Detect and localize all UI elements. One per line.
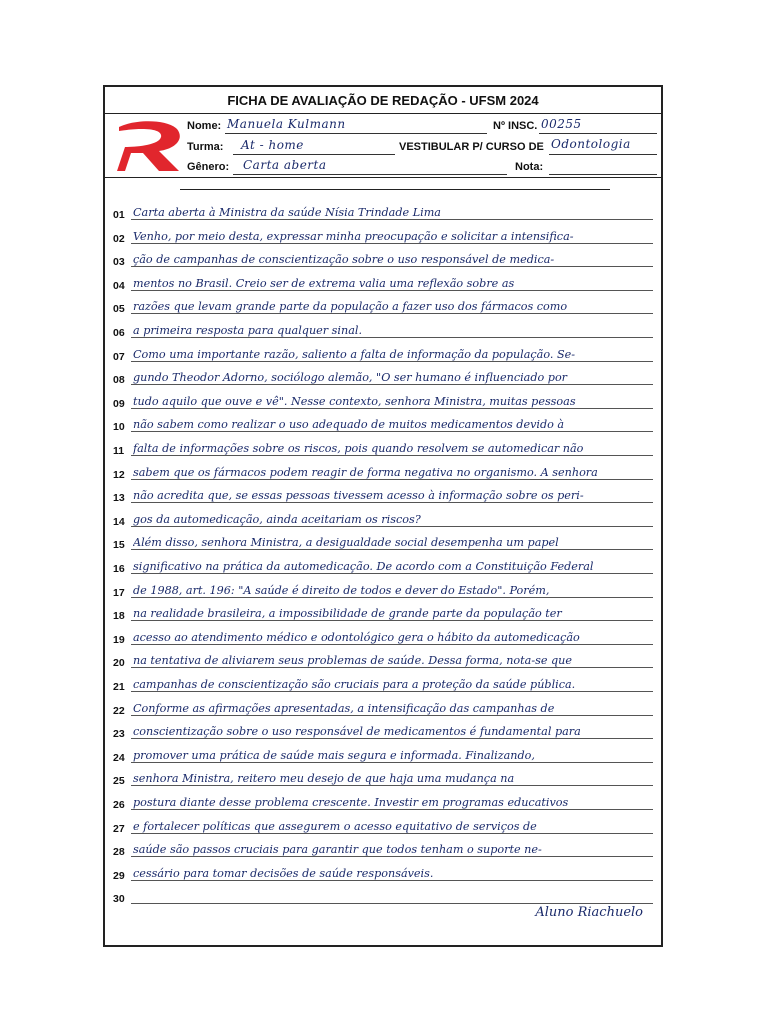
essay-sheet: [103, 85, 663, 947]
essay-line: [105, 244, 661, 270]
essay-line: [105, 362, 661, 388]
essay-line: [105, 858, 661, 884]
turma-underline: [233, 154, 395, 155]
line-text: mentos no Brasil. Creio ser de extrema valia uma reflexão sobre as: [133, 276, 515, 290]
line-number: 22: [113, 704, 125, 717]
line-text: não acredita que, se essas pessoas tivessem acesso à informação sobre os peri-: [133, 489, 584, 503]
essay-line: [105, 291, 661, 317]
line-number: 29: [113, 869, 125, 882]
line-text: Como uma importante razão, saliento a falta de informação da população. Se-: [133, 347, 576, 361]
line-number: 02: [113, 232, 125, 245]
curso-value: Odontologia: [551, 137, 631, 151]
line-number: 25: [113, 775, 125, 788]
nota-underline: [549, 174, 657, 175]
essay-line: [105, 740, 661, 766]
name-underline: [225, 133, 487, 134]
line-text: e fortalecer políticas que assegurem o acesso equitativo de serviços de: [133, 819, 537, 833]
essay-line: [105, 575, 661, 601]
name-label: Nome:: [187, 120, 222, 132]
line-number: 28: [113, 846, 125, 859]
turma-label: Turma:: [187, 141, 224, 153]
essay-line: [105, 480, 661, 506]
line-number: 16: [113, 563, 125, 575]
line-text: Venho, por meio desta, expressar minha preocupação e solicitar a intensifica-: [133, 229, 574, 243]
line-text: tudo aquilo que ouve e vê". Nesse contexto, senhora Ministra, muitas pessoas: [133, 394, 576, 408]
line-text: acesso ao atendimento médico e odontológico gera o hábito da automedicação: [133, 630, 580, 644]
line-text: de 1988, art. 196: "A saúde é direito de todos e dever do Estado". Porém,: [133, 583, 550, 597]
line-number: 09: [113, 397, 125, 410]
line-number: 20: [113, 657, 125, 670]
essay-line: [105, 268, 661, 294]
genero-underline: [233, 174, 507, 175]
line-text: postura diante desse problema crescente. Investir em programas educativos: [133, 796, 569, 809]
line-number: 23: [113, 728, 125, 741]
essay-line: [105, 881, 661, 907]
line-number: 18: [113, 610, 125, 623]
turma-value: At - home: [241, 138, 304, 152]
line-text: razões que levam grande parte da população a fazer uso dos fármacos como: [133, 300, 568, 314]
line-number: 24: [113, 751, 125, 764]
line-text: gos da automedicação, ainda aceitariam os riscos?: [133, 512, 421, 526]
insc-value: 00255: [541, 117, 582, 131]
line-text: campanhas de conscientização são cruciais para a proteção da saúde pública.: [133, 678, 576, 691]
line-text: não sabem como realizar o uso adequado de muitos medicamentos devido à: [133, 418, 565, 432]
essay-line: [105, 598, 661, 624]
genero-value: Carta aberta: [243, 158, 327, 172]
line-text: significativo na prática da automedicação. De acordo com a Constituição Federal: [133, 560, 594, 573]
line-text: Além disso, senhora Ministra, a desigualdade social desempenha um papel: [133, 536, 559, 550]
insc-label: Nº INSC.: [493, 120, 538, 132]
line-text: cessário para tomar decisões de saúde responsáveis.: [133, 866, 434, 880]
signature: Aluno Riachuelo: [535, 905, 643, 920]
essay-line: [105, 339, 661, 365]
genero-label: Gênero:: [187, 161, 230, 173]
line-number: 05: [113, 303, 125, 316]
insc-underline: [539, 133, 657, 134]
essay-line: [105, 622, 661, 648]
nota-label: Nota:: [515, 161, 544, 173]
line-number: 07: [113, 350, 125, 363]
line-number: 10: [113, 421, 125, 434]
header-divider: [105, 113, 661, 114]
essay-line: [105, 669, 661, 695]
essay-line: [105, 457, 661, 483]
essay-line: [105, 645, 661, 671]
essay-line: [105, 716, 661, 742]
line-number: 04: [113, 279, 125, 292]
name-value: Manuela Kulmann: [227, 117, 346, 131]
essay-line: [105, 834, 661, 860]
line-number: 17: [113, 586, 125, 599]
line-number: 03: [113, 256, 125, 269]
essay-line: [105, 221, 661, 247]
essay-line: [105, 433, 661, 459]
line-number: 13: [113, 492, 125, 505]
line-number: 27: [113, 822, 125, 835]
essay-line: [105, 527, 661, 553]
line-text: a primeira resposta para qualquer sinal.: [133, 324, 363, 337]
line-number: 14: [113, 515, 125, 528]
essay-line: [105, 551, 661, 577]
line-text: gundo Theodor Adorno, sociólogo alemão, "O ser humano é influenciado por: [133, 371, 568, 385]
line-text: Carta aberta à Ministra da saúde Nísia Trindade Lima: [133, 206, 441, 219]
line-number: 19: [113, 633, 125, 646]
line-number: 08: [113, 374, 125, 387]
line-text: saúde são passos cruciais para garantir que todos tenham o suporte ne-: [133, 843, 542, 857]
essay-line: [105, 763, 661, 789]
essay-line: [105, 409, 661, 435]
line-number: 12: [113, 468, 125, 481]
essay-line: [105, 504, 661, 530]
title-separator-line: [180, 189, 610, 190]
line-text: na tentativa de aliviarem seus problemas de saúde. Dessa forma, nota-se que: [133, 654, 573, 668]
line-number: 30: [113, 893, 125, 906]
line-number: 21: [113, 681, 125, 693]
essay-line: [105, 197, 661, 223]
line-number: 06: [113, 327, 125, 339]
line-text: na realidade brasileira, a impossibilidade de grande parte da população ter: [133, 607, 562, 621]
essay-line: [105, 787, 661, 813]
line-text: sabem que os fármacos podem reagir de forma negativa no organismo. A senhora: [133, 465, 598, 479]
line-number: 26: [113, 799, 125, 811]
line-text: ção de campanhas de conscientização sobre o uso responsável de medica-: [133, 253, 555, 267]
line-text: senhora Ministra, reitero meu desejo de que haja uma mudança na: [133, 772, 515, 786]
red-R-logo-icon: [115, 117, 185, 173]
line-number: 01: [113, 209, 125, 221]
line-text: falta de informações sobre os riscos, pois quando resolvem se automedicar não: [133, 442, 584, 455]
line-text: conscientização sobre o uso responsável de medicamentos é fundamental para: [133, 725, 581, 739]
form-title: FICHA DE AVALIAÇÃO DE REDAÇÃO - UFSM 2024: [227, 93, 539, 108]
essay-line: [105, 811, 661, 837]
line-number: 11: [113, 445, 125, 457]
curso-label: VESTIBULAR P/ CURSO DE: [399, 141, 544, 153]
line-text: Conforme as afirmações apresentadas, a intensificação das campanhas de: [133, 701, 555, 715]
header-bottom-divider: [105, 177, 661, 178]
essay-line: [105, 386, 661, 412]
line-text: promover uma prática de saúde mais segura e informada. Finalizando,: [133, 748, 535, 762]
essay-line: [105, 315, 661, 341]
essay-line: [105, 693, 661, 719]
curso-underline: [549, 154, 657, 155]
line-number: 15: [113, 539, 125, 552]
